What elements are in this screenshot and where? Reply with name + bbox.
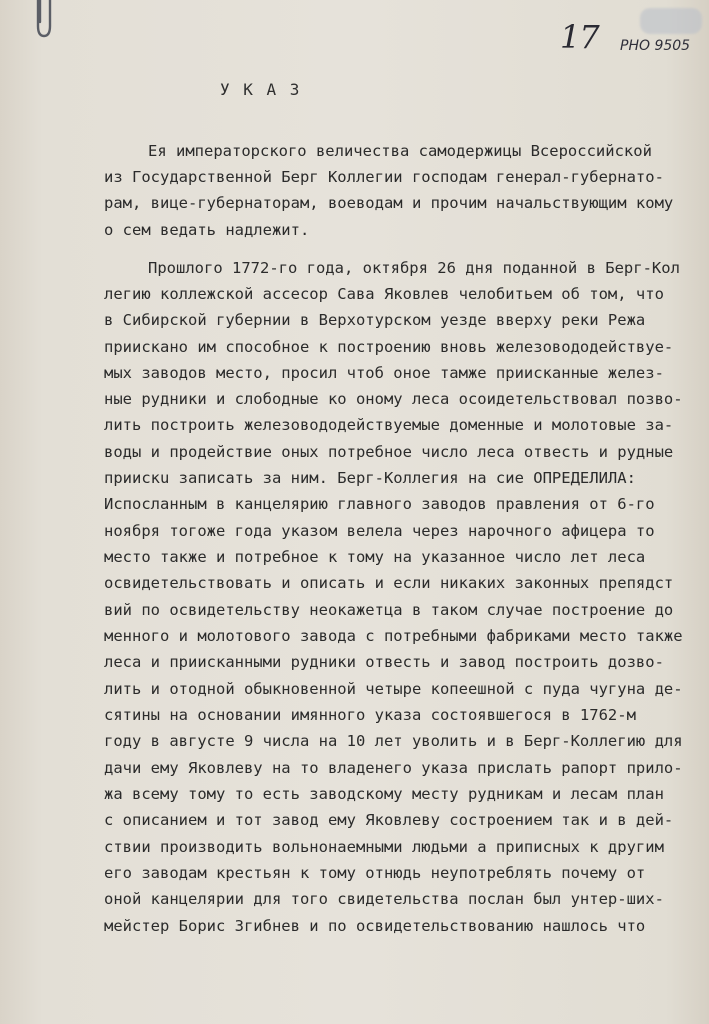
text-line: воды и продействие оных потребное число леса отвесть и рудные bbox=[104, 443, 674, 461]
text-line: приискu записать за ним. Берг-Коллегия на сие ОПРЕДЕЛИЛА: bbox=[104, 469, 636, 487]
page-number: 17 bbox=[560, 18, 599, 56]
text-line: рам, вице-губернаторам, воеводам и прочим начальствующим кому bbox=[104, 194, 674, 212]
document-title: У К А З bbox=[220, 80, 302, 99]
text-line: Прошлого 1772-го года, октября 26 дня поданной в Берг-Кол bbox=[148, 259, 680, 277]
text-line: ные рудники и слободные ко оному леса осоидетельствовал позво- bbox=[104, 390, 683, 408]
text-line: мейстер Борис Згибнев и по освидетельствованию нашлось что bbox=[104, 917, 646, 935]
text-line: освидетельствовать и описать и если никаких законных препядст bbox=[104, 574, 674, 592]
text-line: году в августе 9 числа на 10 лет уволить и в Берг-Коллегию для bbox=[104, 732, 683, 750]
text-line: леса и приисканными рудники отвесть и завод построить дозво- bbox=[104, 653, 664, 671]
text-line: оной канцелярии для того свидетельства послан был унтер-ших- bbox=[104, 890, 664, 908]
text-line: его заводам крестьян к тому отнюдь неупотреблять почему от bbox=[104, 864, 646, 882]
text-line: в Сибирской губернии в Верхотурском уезде вверху реки Режа bbox=[104, 311, 646, 329]
text-line: ствии производить вольнонаемными людьми а приписных к другим bbox=[104, 838, 664, 856]
paperclip-icon bbox=[30, 0, 58, 42]
text-line: жа всему тому то есть заводскому месту рудникам и лесам план bbox=[104, 785, 664, 803]
text-line: Испосланным в канцелярию главного заводов правления от 6-го bbox=[104, 495, 655, 513]
text-line: с описанием и тот завод ему Яковлеву состроением так и в дей- bbox=[104, 811, 674, 829]
archive-stamp-mark bbox=[640, 8, 702, 34]
text-line: дачи ему Яковлеву на то владенего указа прислать рапорт прило- bbox=[104, 759, 683, 777]
text-line: лить и отодной обыкновенной четыре копеешной с пуда чугуна де- bbox=[104, 680, 683, 698]
text-line: мых заводов место, просил чтоб оное тамже приисканные желез- bbox=[104, 364, 664, 382]
text-line: о сем ведать надлежит. bbox=[104, 221, 310, 239]
text-line: сятины на основании имянного указа состоявшегося в 1762-м bbox=[104, 706, 636, 724]
text-line: ноября тогоже года указом велела через нарочного афицера то bbox=[104, 522, 655, 540]
archive-code: РНО 9505 bbox=[620, 38, 691, 54]
text-line: лить построить железовододействуемые доменные и молотовые за- bbox=[104, 416, 674, 434]
text-line: менного и молотового завода с потребными фабриками место также bbox=[104, 627, 683, 645]
text-line: из Государственной Берг Коллегии господам генерал-губернато- bbox=[104, 168, 664, 186]
text-line: Ея императорского величества самодержицы Всероссийской bbox=[148, 142, 652, 160]
text-line: вий по освидетельству неокажетца в таком случае построение до bbox=[104, 601, 674, 619]
text-line: приискано им способное к построению вновь железовододействуе- bbox=[104, 338, 674, 356]
text-line: место также и потребное к тому на указанное число лет леса bbox=[104, 548, 646, 566]
text-line: легию коллежской ассесор Сава Яковлев челобитьем об том, что bbox=[104, 285, 664, 303]
